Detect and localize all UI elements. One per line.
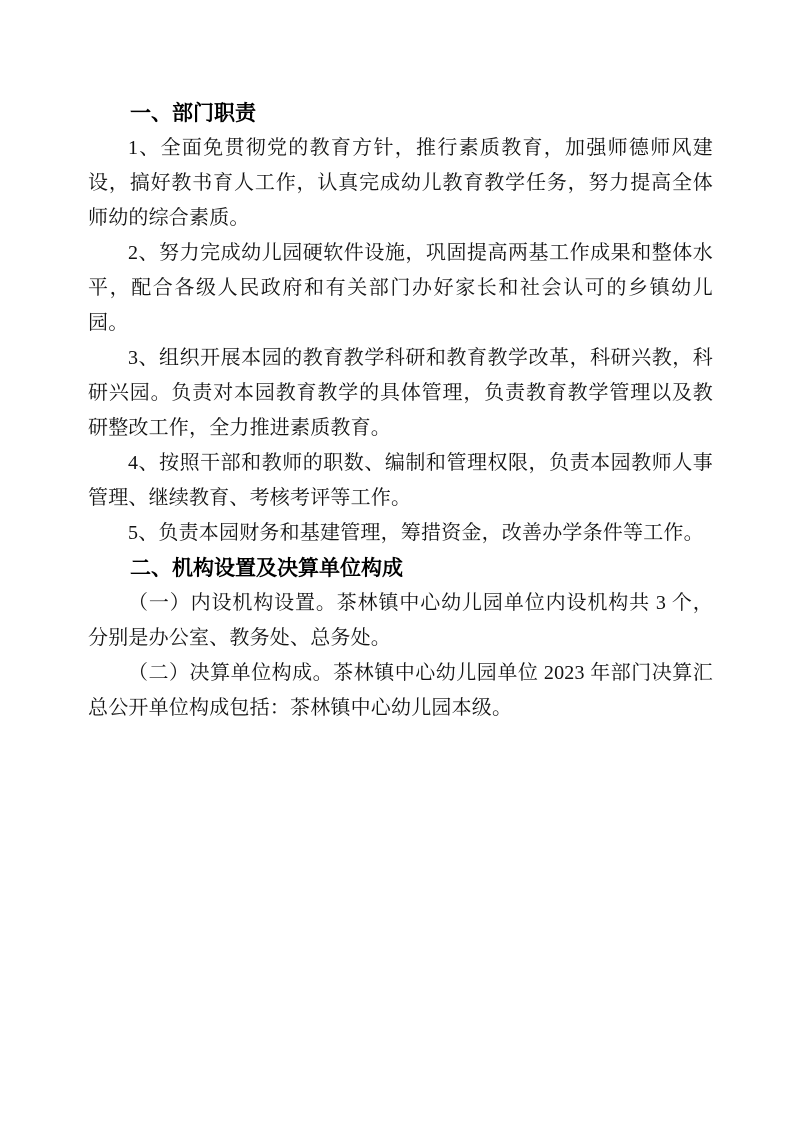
section-heading-organization-structure: 二、机构设置及决算单位构成 xyxy=(130,557,403,580)
paragraph-duty-3: 3、组织开展本园的教育教学科研和教育教学改革，科研兴教，科研兴园。负责对本园教育教学的具体管理，负责教育教学管理以及教研整改工作，全力推进素质教育。 xyxy=(88,347,713,439)
paragraph-duty-2: 2、努力完成幼儿园硬软件设施，巩固提高两基工作成果和整体水平，配合各级人民政府和有关部门办好家长和社会认可的乡镇幼儿园。 xyxy=(88,242,713,334)
paragraph-duty-4: 4、按照干部和教师的职数、编制和管理权限，负责本园教师人事管理、继续教育、考核考评等工作。 xyxy=(88,452,713,509)
paragraph-duty-1: 1、全面免贯彻党的教育方针，推行素质教育，加强师德师风建设，搞好教书育人工作，认真完成幼儿教育教学任务，努力提高全体师幼的综合素质。 xyxy=(88,137,713,229)
paragraph-final-accounts-units: （二）决算单位构成。茶林镇中心幼儿园单位 2023 年部门决算汇总公开单位构成包括：茶林镇中心幼儿园本级。 xyxy=(88,662,713,719)
paragraph-internal-structure: （一）内设机构设置。茶林镇中心幼儿园单位内设机构共 3 个，分别是办公室、教务处、总务处。 xyxy=(88,592,713,649)
paragraph-duty-5: 5、负责本园财务和基建管理，筹措资金，改善办学条件等工作。 xyxy=(128,522,704,544)
section-heading-department-duties: 一、部门职责 xyxy=(130,102,256,125)
document-body xyxy=(88,96,713,726)
